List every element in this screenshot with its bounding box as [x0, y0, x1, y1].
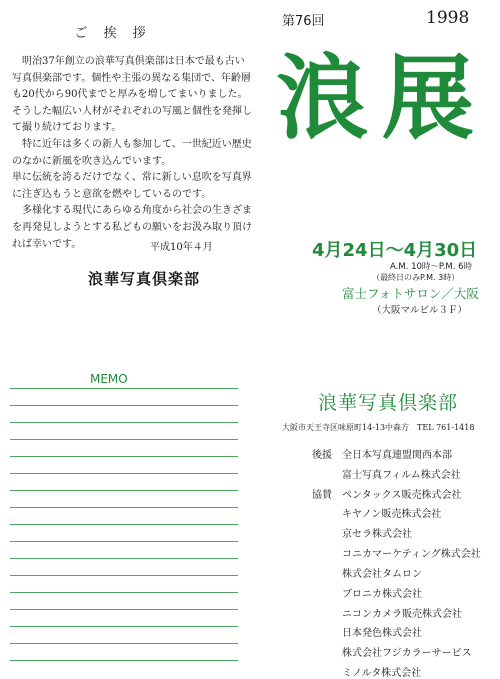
memo-line	[10, 558, 238, 559]
memo-line	[10, 575, 238, 576]
club-address: 大阪市天王寺区味原町14-13中森方 TEL 761-1418	[282, 423, 475, 432]
memo-title: MEMO	[90, 372, 128, 386]
memo-line	[10, 490, 238, 491]
memo-line	[10, 388, 238, 389]
edition-label: 第76回	[282, 14, 325, 29]
greeting-paragraph: 単に伝統を誇るだけでなく、常に新しい息吹を写真界に注ぎ込もうと意欲を燃やしているのです。	[12, 172, 252, 200]
supporter-org: ニコンカメラ販売株式会社	[342, 608, 462, 620]
supporter-org: キヤノン販売株式会社	[342, 509, 442, 521]
exhibition-title: 浪展	[276, 44, 489, 152]
memo-line	[10, 541, 238, 542]
greeting-body	[12, 54, 252, 253]
memo-line	[10, 405, 238, 406]
memo-line	[10, 643, 238, 644]
memo-line	[10, 609, 238, 610]
sponsor-org: 全日本写真連盟関西本部	[342, 450, 452, 461]
supporter-org: コニカマーケティング株式会社	[342, 549, 481, 561]
memo-line	[10, 507, 238, 508]
sponsor-label: 後援	[312, 450, 332, 461]
venue-building: （大阪マルビル３Ｆ）	[372, 305, 468, 316]
venue-name: 富士フォトサロン／大阪	[342, 286, 479, 301]
greeting-paragraph: 特に近年は多くの新人も参加して、一世紀近い歴史のなかに新風を吹き込んでいます。	[12, 138, 252, 167]
opening-hours: A.M. 10時～P.M. 6時	[390, 262, 473, 272]
memo-line	[10, 592, 238, 593]
supporter-org: 株式会社タムロン	[342, 568, 422, 580]
greeting-date: 平成10年４月	[150, 242, 213, 253]
last-day-hours: （最終日のみP.M. 3時）	[372, 273, 460, 282]
memo-line	[10, 660, 238, 661]
memo-line	[10, 422, 238, 423]
club-name: 浪華写真倶楽部	[318, 392, 459, 414]
supporter-org: 日本発色株式会社	[342, 628, 422, 640]
memo-line	[10, 456, 238, 457]
year-label: 1998	[426, 8, 470, 28]
memo-line	[10, 626, 238, 627]
greeting-paragraph: 多様化する現代にあらゆる角度から社会の生きざまを再発見しようとする私どもの願いをお汲み取り頂ければ幸いです。	[12, 205, 252, 250]
memo-lines	[10, 388, 238, 678]
greeting-signature: 浪華写真倶楽部	[88, 270, 201, 288]
supporter-org: ブロニカ株式会社	[342, 588, 422, 600]
exhibition-dates: 4月24日～4月30日	[312, 240, 478, 261]
supporter-org: 株式会社フジカラーサービス	[342, 648, 472, 660]
memo-line	[10, 524, 238, 525]
greeting-title: ご 挨 拶	[74, 26, 152, 41]
supporter-org: ペンタックス販売株式会社	[342, 489, 462, 501]
memo-line	[10, 439, 238, 440]
greeting-paragraph: 明治37年創立の浪華写真倶楽部は日本で最も古い写真倶楽部です。個性や主張の異なる集団で、年齢層も20代から90代までと厚みを増してまいりました。そうした幅広い人材がそれぞれの写風と個性を発揮して撮り続けております。	[12, 56, 252, 134]
supporter-org: 京セラ株式会社	[342, 529, 412, 541]
sponsor-org: 富士写真フィルム株式会社	[342, 469, 461, 481]
memo-line	[10, 473, 238, 474]
support-label: 協賛	[312, 489, 332, 501]
supporter-org: ミノルタ株式会社	[342, 668, 422, 679]
